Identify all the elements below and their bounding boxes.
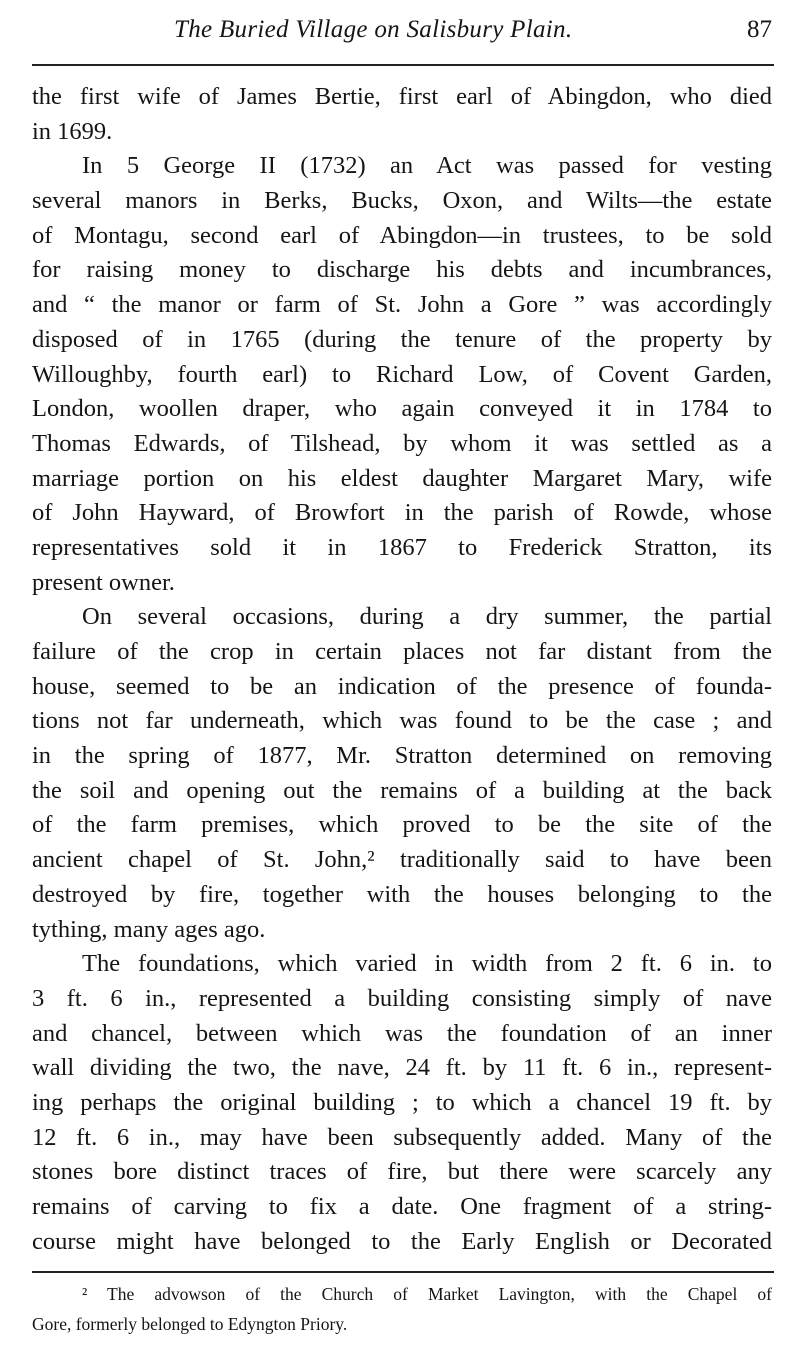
text-line: ancient chapel of St. John,² traditionally said to have been xyxy=(32,846,772,874)
text-line: and “ the manor or farm of St. John a Gore ” was accordingly xyxy=(32,291,772,319)
text-line: the soil and opening out the remains of a building at the back xyxy=(32,776,772,804)
text-line: On several occasions, during a dry summer, the partial xyxy=(82,603,772,631)
text-line: marriage portion on his eldest daughter Margaret Mary, wife xyxy=(32,464,772,492)
text-line: in 1699. xyxy=(32,117,113,145)
text-line: course might have belonged to the Early English or Decorated xyxy=(32,1227,772,1255)
text-line: of the farm premises, which proved to be the site of the xyxy=(32,811,772,839)
header-rule xyxy=(32,64,774,66)
text-line: The foundations, which varied in width from 2 ft. 6 in. to xyxy=(82,950,772,978)
text-line: in the spring of 1877, Mr. Stratton determined on removing xyxy=(32,742,772,770)
text-line: of John Hayward, of Browfort in the parish of Rowde, whose xyxy=(32,499,772,527)
body-text xyxy=(32,80,772,1259)
text-line: wall dividing the two, the nave, 24 ft. by 11 ft. 6 in., represent- xyxy=(32,1054,772,1082)
text-line: disposed of in 1765 (during the tenure of the property by xyxy=(32,325,772,353)
text-line: representatives sold it in 1867 to Frederick Stratton, its xyxy=(32,533,772,561)
text-line: ing perhaps the original building ; to which a chancel 19 ft. by xyxy=(32,1088,772,1116)
text-line: and chancel, between which was the foundation of an inner xyxy=(32,1019,772,1047)
text-line: stones bore distinct traces of fire, but there were scarcely any xyxy=(32,1158,772,1186)
text-line: tions not far underneath, which was found to be the case ; and xyxy=(32,707,772,735)
text-line: present owner. xyxy=(32,568,175,596)
text-line: the first wife of James Bertie, first earl of Abingdon, who died xyxy=(32,83,772,110)
text-line: Willoughby, fourth earl) to Richard Low, of Covent Garden, xyxy=(32,360,772,388)
text-line: failure of the crop in certain places not far distant from the xyxy=(32,638,772,665)
text-line: 12 ft. 6 in., may have been subsequently added. Many of the xyxy=(32,1123,772,1151)
text-line: of Montagu, second earl of Abingdon—in trustees, to be sold xyxy=(32,221,772,249)
text-line: Thomas Edwards, of Tilshead, by whom it was settled as a xyxy=(32,429,772,457)
page-number: 87 xyxy=(747,16,772,43)
footnote-line: Gore, formerly belonged to Edyngton Priory. xyxy=(32,1314,348,1334)
text-line: In 5 George II (1732) an Act was passed for vesting xyxy=(82,152,772,180)
text-line: house, seemed to be an indication of the presence of founda- xyxy=(32,672,772,700)
running-title: The Buried Village on Salisbury Plain. xyxy=(174,16,573,43)
text-line: tything, many ages ago. xyxy=(32,915,266,943)
text-line: several manors in Berks, Bucks, Oxon, and Wilts—the estate xyxy=(32,187,772,215)
text-line: London, woollen draper, who again conveyed it in 1784 to xyxy=(32,395,772,423)
running-header xyxy=(32,14,772,54)
text-line: 3 ft. 6 in., represented a building consisting simply of nave xyxy=(32,984,772,1012)
footnotes xyxy=(32,1279,772,1339)
text-line: remains of carving to fix a date. One fragment of a string- xyxy=(32,1193,772,1220)
text-line: destroyed by fire, together with the houses belonging to the xyxy=(32,880,772,908)
footnote-rule xyxy=(32,1271,774,1273)
text-line: for raising money to discharge his debts and incumbrances, xyxy=(32,256,772,284)
footnote-line: ² The advowson of the Church of Market Lavington, with the Chapel of xyxy=(82,1284,772,1304)
